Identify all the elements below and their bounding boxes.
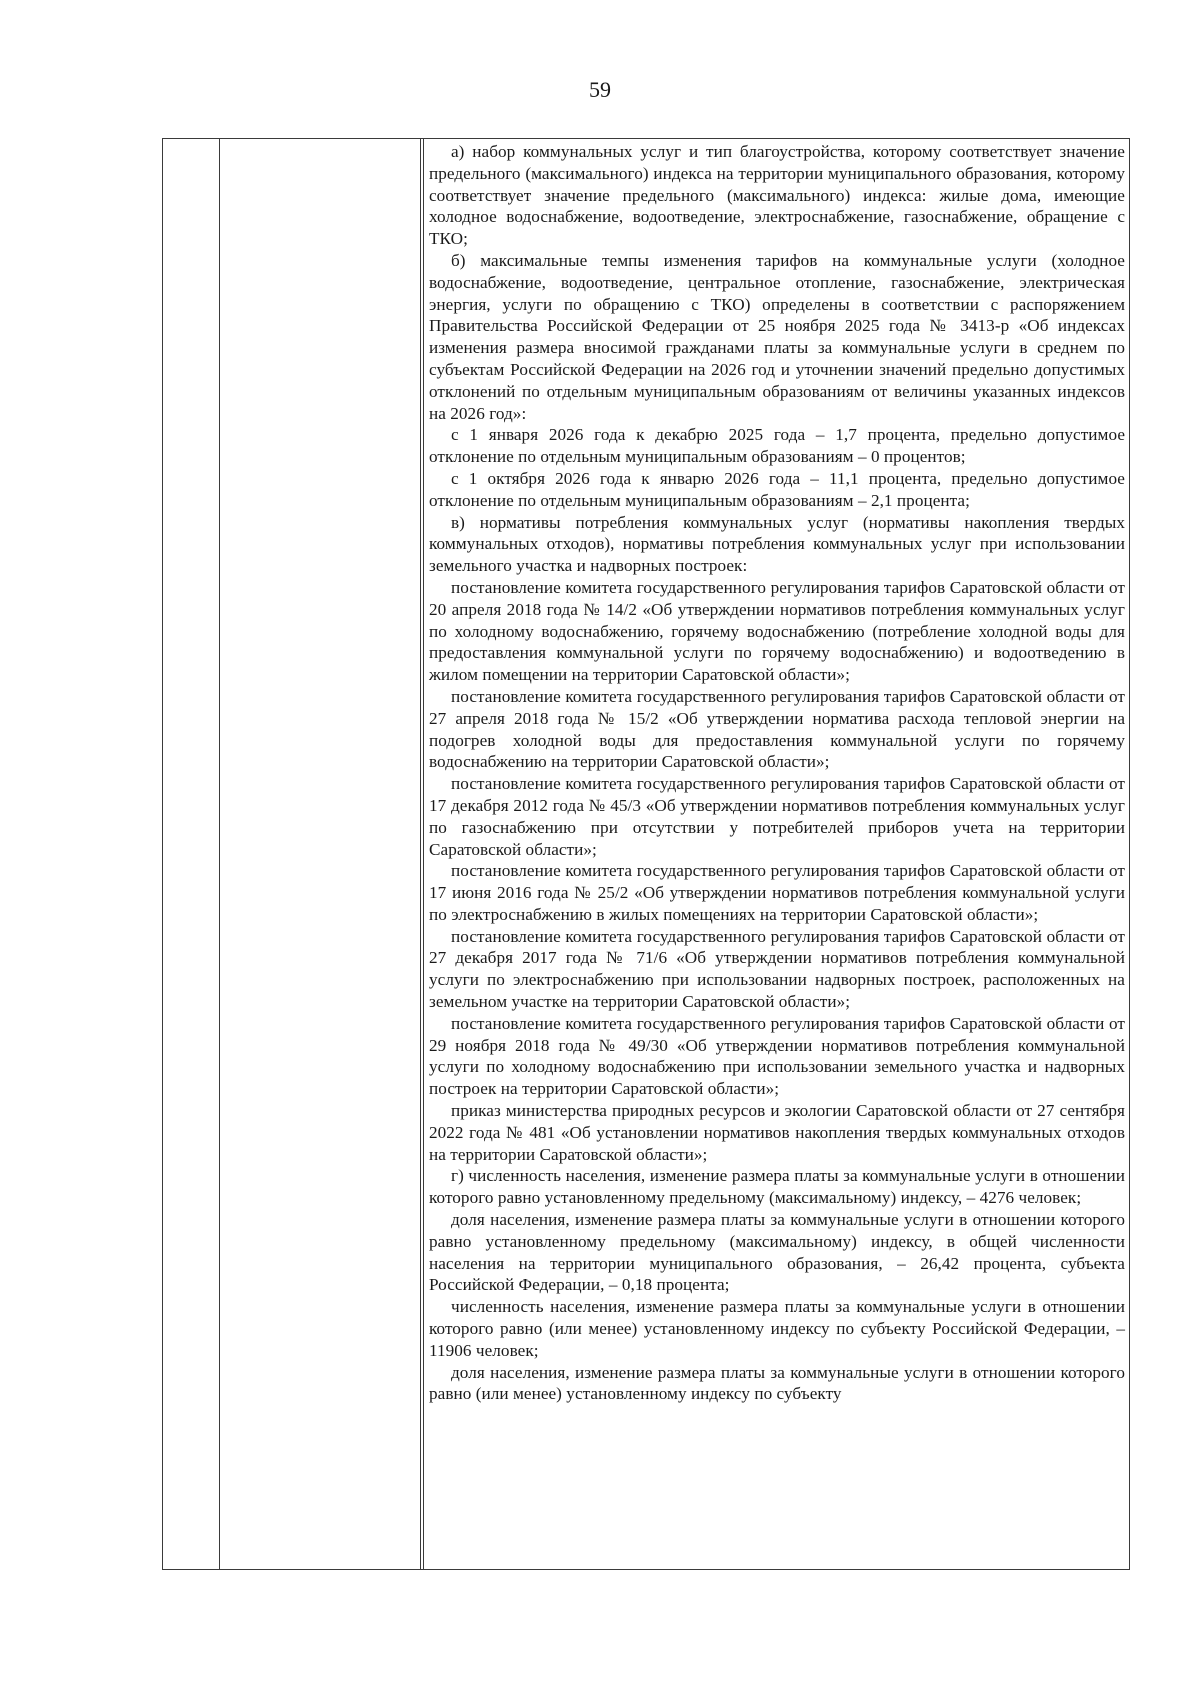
paragraph-item-a: а) набор коммунальных услуг и тип благоустройства, которому соответствует значение предельного (максимального) индекса на территории муниципального образования, которому соответствует значение предельного (максимального) индекса: жилые дома, имеющие холодное водоснабжение, водоотведение, электроснабжение, газоснабжение, обращение с ТКО; (429, 142, 1125, 249)
paragraph-item-g: г) численность населения, изменение размера платы за коммунальные услуги в отношении которого равно установленному предельному (максимальному) индексу, – 4276 человек; (429, 1166, 1125, 1208)
paragraph-resolution: постановление комитета государственного регулирования тарифов Саратовской области от 17 июня 2016 года № 25/2 «Об утверждении нормативов потребления коммунальной услуги по электроснабжению в жилых помещениях на территории Саратовской области»; (429, 861, 1125, 924)
paragraph-resolution: постановление комитета государственного регулирования тарифов Саратовской области от 27 декабря 2017 года № 71/6 «Об утверждении нормативов потребления коммунальной услуги по электроснабжению при использовании надворных построек, расположенных на земельном участке на территории Саратовской области»; (429, 926, 1125, 1012)
paragraph-resolution: постановление комитета государственного регулирования тарифов Саратовской области от 20 апреля 2018 года № 14/2 «Об утверждении нормативов потребления коммунальных услуг по холодному водоснабжению, горячему водоснабжению (потребление холодной воды для предоставления коммунальной услуги по горячему водоснабжению) и водоотведению в жилом помещении на территории Саратовской области»; (429, 577, 1125, 685)
paragraph-index-january: с 1 января 2026 года к декабрю 2025 года – 1,7 процента, предельно допустимое отклонение по отдельным муниципальным образованиям – 0 процентов; (429, 425, 1125, 467)
column-divider (420, 139, 421, 1569)
paragraph-resolution: постановление комитета государственного регулирования тарифов Саратовской области от 29 ноября 2018 года № 49/30 «Об утверждении нормативов потребления коммунальной услуги по холодному водоснабжению при использовании земельного участка и надворных построек на территории Саратовской области»; (429, 1013, 1125, 1099)
paragraph-population-share: доля населения, изменение размера платы за коммунальные услуги в отношении которого равно установленному предельному (максимальному) индексу, в общей численности населения на территории муниципального образования, – 26,42 процента, субъекта Российской Федерации, – 0,18 процента; (429, 1210, 1125, 1295)
paragraph-index-october: с 1 октября 2026 года к январю 2026 года – 11,1 процента, предельно допустимое отклонение по отдельным муниципальным образованиям – 2,1 процента; (429, 468, 1125, 510)
paragraph-item-v: в) нормативы потребления коммунальных услуг (нормативы накопления твердых коммунальных отходов), нормативы потребления коммунальных услуг при использовании земельного участка и надворных построек: (429, 512, 1125, 576)
column-divider (423, 139, 424, 1569)
table-cell-text (429, 141, 1125, 1405)
paragraph-item-b: б) максимальные темпы изменения тарифов на коммунальные услуги (холодное водоснабжение, водоотведение, центральное отопление, газоснабжение, электрическая энергия, услуги по обращению с ТКО) определены в соответствии с распоряжением Правительства Российской Федерации от 25 ноября 2025 года № 3413-р «Об индексах изменения размера вносимой гражданами платы за коммунальные услуги в среднем по субъектам Российской Федерации на 2026 год и уточнении значений предельно допустимых отклонений по отдельным муниципальным образованиям от величины указанных индексов на 2026 год»: (429, 250, 1125, 423)
column-divider (219, 139, 220, 1569)
page-number: 59 (589, 77, 611, 102)
paragraph-population-share: доля населения, изменение размера платы за коммунальные услуги в отношении которого равно (или менее) установленному индексу по субъекту (429, 1362, 1125, 1404)
paragraph-resolution: постановление комитета государственного регулирования тарифов Саратовской области от 17 декабря 2012 года № 45/3 «Об утверждении нормативов потребления коммунальных услуг по газоснабжению при отсутствии у потребителей приборов учета на территории Саратовской области»; (429, 774, 1125, 859)
paragraph-resolution: постановление комитета государственного регулирования тарифов Саратовской области от 27 апреля 2018 года № 15/2 «Об утверждении норматива расхода тепловой энергии на подогрев холодной воды для предоставления коммунальной услуги по горячему водоснабжению на территории Саратовской области»; (429, 686, 1125, 772)
paragraph-order: приказ министерства природных ресурсов и экологии Саратовской области от 27 сентября 2022 года № 481 «Об установлении нормативов накопления твердых коммунальных отходов на территории Саратовской области»; (429, 1101, 1125, 1164)
paragraph-population-count: численность населения, изменение размера платы за коммунальные услуги в отношении которого равно (или менее) установленному индексу по субъекту Российской Федерации, – 11906 человек; (429, 1297, 1125, 1360)
document-table (162, 138, 1130, 1570)
